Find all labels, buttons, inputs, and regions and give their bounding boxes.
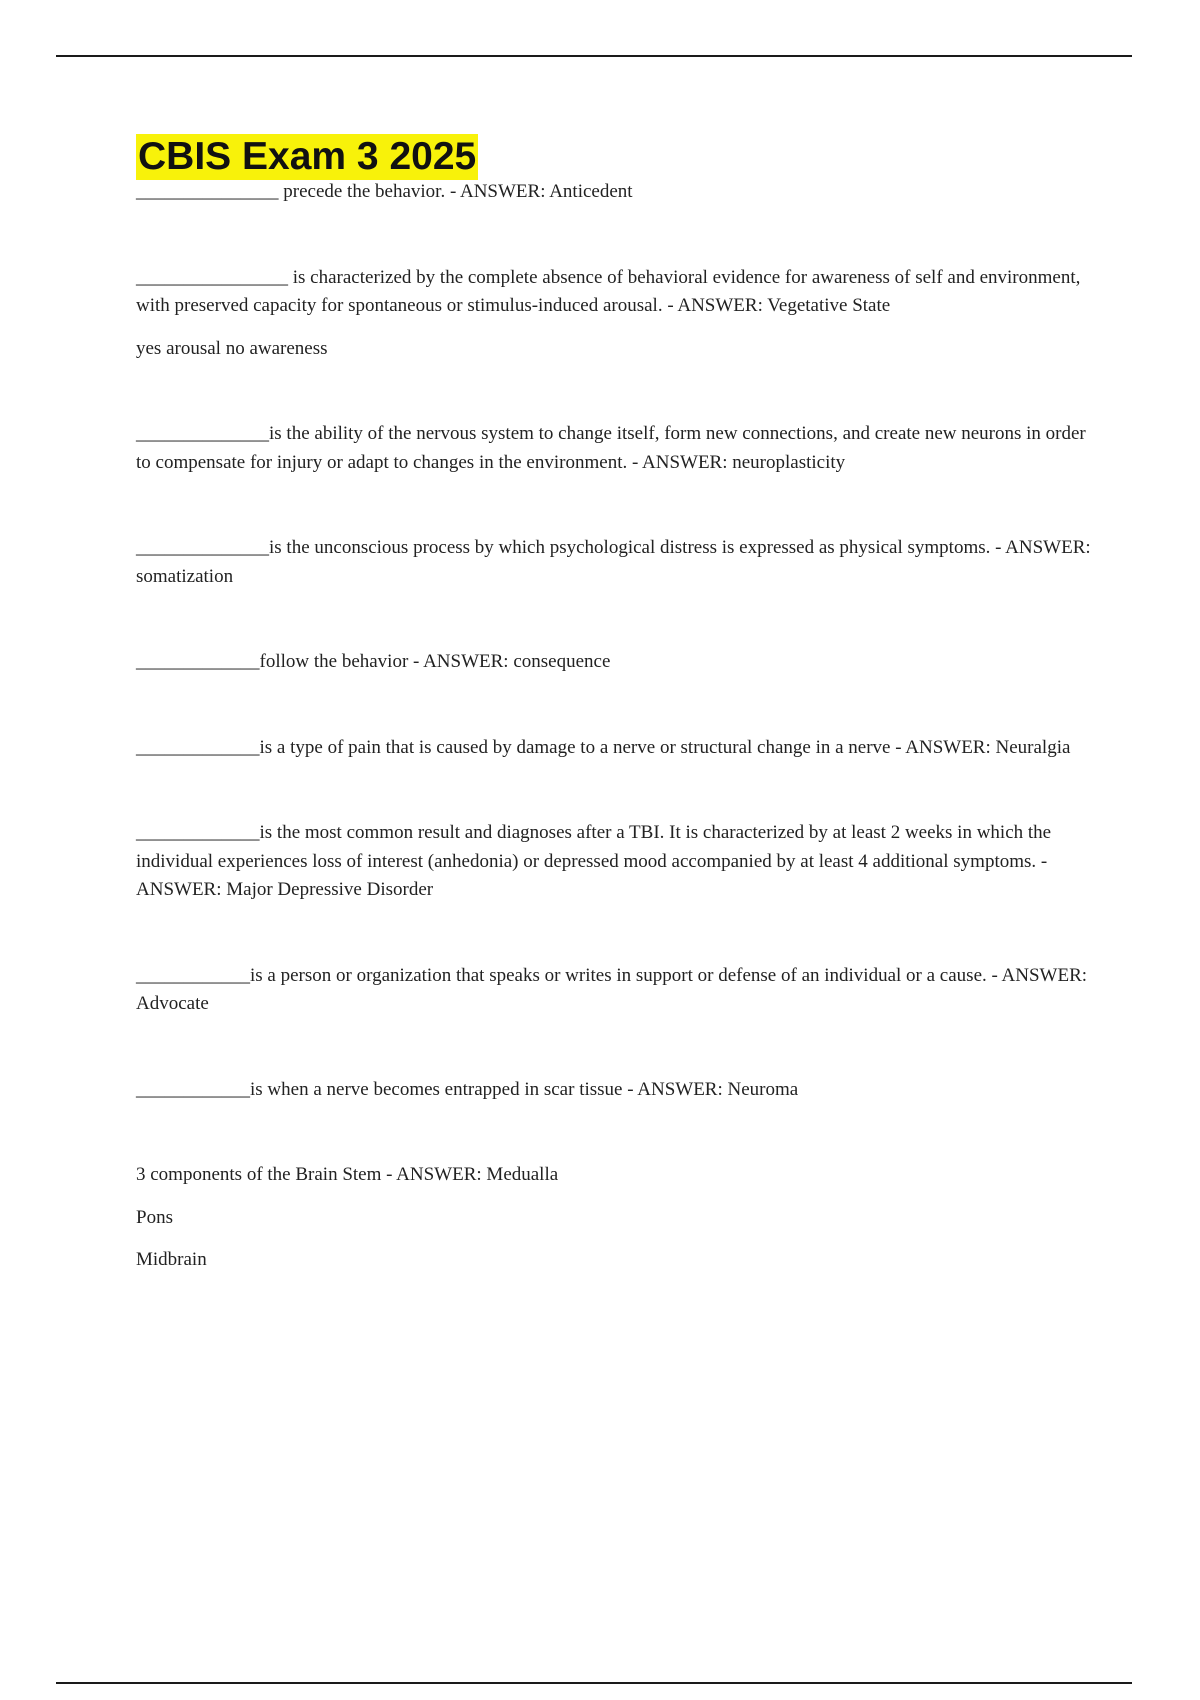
qa-item [136,1076,1096,1105]
qa-question [136,178,1096,207]
qa-question-text: is when a nerve becomes entrapped in scar tissue [250,1078,623,1100]
qa-answer: Neuralgia [995,736,1071,758]
qa-question-text: follow the behavior [259,651,409,672]
qa-question [136,420,1096,477]
qa-separator: - ANSWER: [986,964,1088,986]
qa-item [136,1161,1096,1275]
qa-blank: ____________ [136,964,250,986]
qa-question-text: 3 components of the Brain Stem [136,1164,382,1185]
qa-separator: - ANSWER: [381,1164,487,1185]
qa-item [136,962,1096,1019]
qa-answer: Neuroma [727,1078,799,1100]
qa-question [136,962,1096,1019]
qa-item [136,178,1096,207]
qa-question-text: is a person or organization that speaks or writes in support or defense of an individual or a cause. [250,964,987,986]
qa-note: Pons [136,1206,173,1228]
qa-item [136,264,1096,364]
bottom-rule [56,1682,1132,1684]
qa-item [136,819,1096,905]
qa-question [136,648,1096,677]
qa-item [136,734,1096,763]
qa-question-text: is characterized by the complete absence of behavioral evidence for awareness of self and environment, with preserved capacity for spontaneous or stimulus-induced arousal. [136,266,1081,316]
qa-blank: _____________ [136,736,260,758]
qa-answer: Anticedent [549,181,633,202]
qa-answer: consequence [513,651,611,672]
qa-question-text: is the ability of the nervous system to change itself, form new connections, and create new neurons in order to compensate for injury or adapt to changes in the environment. [136,423,1086,473]
qa-item [136,534,1096,591]
qa-item [136,420,1096,477]
qa-question-text: is a type of pain that is caused by damage to a nerve or structural change in a nerve [259,736,891,758]
qa-separator: - ANSWER: [445,181,550,202]
qa-separator: - ANSWER: [622,1078,728,1100]
qa-item [136,648,1096,677]
qa-blank: ______________ [136,537,269,558]
qa-question [136,819,1096,905]
document-body [136,134,1096,1275]
qa-question [136,734,1096,763]
document-title: CBIS Exam 3 2025 [138,135,477,178]
qa-answer: Major Depressive Disorder [226,879,434,900]
qa-blank: _______________ [136,181,279,202]
qa-note: yes arousal no awareness [136,337,328,359]
qa-blank: ______________ [136,423,269,444]
qa-question-text: is the unconscious process by which psychological distress is expressed as physical symptoms. [269,537,991,558]
qa-question [136,1161,1096,1190]
qa-separator: - ANSWER: [662,295,768,316]
qa-separator: - ANSWER: [890,736,996,758]
qa-answer: Vegetative State [767,295,891,316]
qa-note: Midbrain [136,1249,207,1270]
qa-question [136,264,1096,321]
qa-separator: - ANSWER: [627,451,733,473]
qa-answer: neuroplasticity [732,451,846,473]
qa-blank: ________________ [136,266,288,288]
qa-answer: somatization [136,565,234,587]
qa-separator: - ANSWER: [990,537,1091,558]
qa-answer: Advocate [136,993,209,1014]
qa-answer: Medualla [486,1164,559,1185]
qa-question-text: precede the behavior. [278,181,446,202]
qa-question-text: is the most common result and diagnoses after a TBI. It is characterized by at least 2 weeks in which the individual experiences loss of interest (anhedonia) or depressed mood accompanied by at least 4 additional symptoms. [136,822,1052,872]
qa-question [136,534,1096,591]
qa-blank: ____________ [136,1078,250,1100]
qa-blank: _____________ [136,822,260,843]
qa-separator: - ANSWER: [136,850,1048,900]
qa-question [136,1076,1096,1105]
qa-separator: - ANSWER: [408,651,514,672]
qa-blank: _____________ [136,651,260,672]
top-rule [56,55,1132,57]
